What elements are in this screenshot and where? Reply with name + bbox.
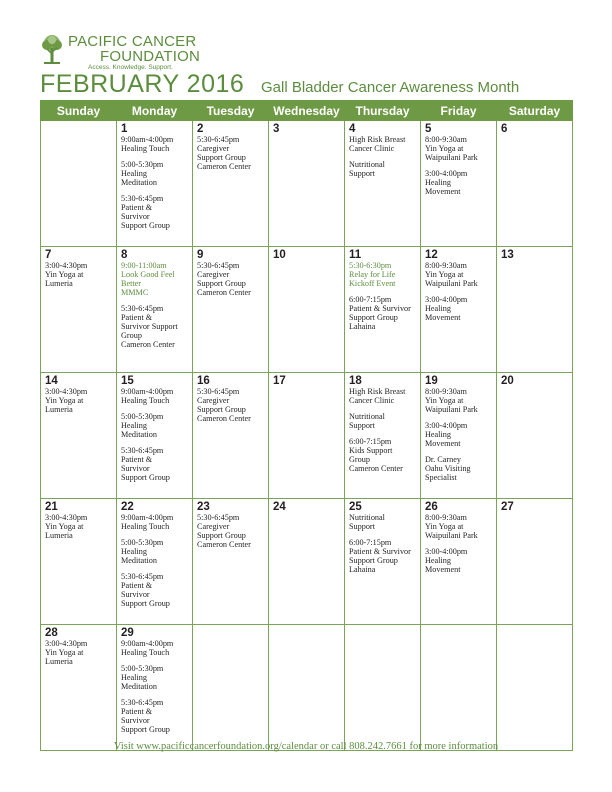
day-cell [345,121,421,247]
calendar-grid [40,100,573,751]
day-number: 24 [273,501,286,513]
day-number: 25 [349,501,362,513]
event-entry: 6:00-7:15pm Patient & Survivor Support Group Lahaina [349,538,411,574]
day-number: 2 [197,123,204,135]
day-number: 21 [45,501,58,513]
day-cell [497,499,573,625]
day-number: 4 [349,123,356,135]
calendar-week-row [41,373,573,499]
day-number: 15 [121,375,134,387]
day-number: 1 [121,123,128,135]
day-cell [117,121,193,247]
day-number: 26 [425,501,438,513]
calendar-week-row [41,499,573,625]
event-entry: 5:00-5:30pm Healing Meditation [121,664,164,691]
event-entry: 5:30-6:45pm Patient & Survivor Support Group [121,572,170,608]
day-cell [193,121,269,247]
day-cell [497,625,573,751]
day-cell [345,373,421,499]
weekday-header-row [41,101,573,121]
event-entry: High Risk Breast Cancer Clinic [349,387,406,405]
tagline: Access. Knowledge. Support. [88,64,173,71]
event-entry: 3:00-4:00pm Healing Movement [425,421,468,448]
calendar-week-row [41,247,573,373]
day-number: 12 [425,249,438,261]
day-cell [117,373,193,499]
day-cell [421,121,497,247]
event-entry: Nutritional Support [349,160,385,178]
event-entry: 8:00-9:30am Yin Yoga at Waipuilani Park [425,135,478,162]
day-number: 13 [501,249,514,261]
day-number: 9 [197,249,204,261]
page-header [40,34,580,98]
organization-name [68,34,200,64]
event-entry: 5:30-6:45pm Patient & Survivor Support Group [121,698,170,734]
event-entry: 5:00-5:30pm Healing Meditation [121,538,164,565]
weekday-header: Monday [117,101,193,121]
day-cell [421,247,497,373]
day-number: 22 [121,501,134,513]
day-cell [193,625,269,751]
weekday-header: Wednesday [269,101,345,121]
calendar-week-row [41,625,573,751]
event-entry: 5:30-6:45pm Patient & Survivor Support Group [121,446,170,482]
event-entry: 5:30-6:45pm Patient & Survivor Support Group [121,194,170,230]
day-cell [497,121,573,247]
day-number: 14 [45,375,58,387]
event-entry: 9:00am-4:00pm Healing Touch [121,135,174,153]
day-number: 10 [273,249,286,261]
weekday-header: Tuesday [193,101,269,121]
day-cell [41,247,117,373]
event-entry: 6:00-7:15pm Patient & Survivor Support Group Lahaina [349,295,411,331]
day-cell [345,247,421,373]
weekday-header: Friday [421,101,497,121]
day-cell [421,625,497,751]
event-entry: 5:30-6:45pm Caregiver Support Group Cameron Center [197,135,251,171]
event-entry: Nutritional Support [349,513,385,531]
event-entry: 3:00-4:00pm Healing Movement [425,295,468,322]
day-cell [345,499,421,625]
day-number: 6 [501,123,508,135]
event-entry: High Risk Breast Cancer Clinic [349,135,406,153]
day-cell [269,499,345,625]
day-cell [193,247,269,373]
event-entry: 3:00-4:00pm Healing Movement [425,547,468,574]
footer-info: Visit www.pacificcancerfoundation.org/calendar or call 808.242.7661 for more information [113,741,499,752]
day-cell [193,373,269,499]
day-number: 19 [425,375,438,387]
calendar-week-row [41,121,573,247]
event-entry: 9:00am-4:00pm Healing Touch [121,513,174,531]
event-entry: 3:00-4:30pm Yin Yoga at Lumeria [45,261,88,288]
day-cell [41,499,117,625]
day-number: 29 [121,627,134,639]
month-title: FEBRUARY 2016 [40,70,245,98]
day-cell [497,247,573,373]
day-cell [269,121,345,247]
event-entry: 5:30-6:30pm Relay for Life Kickoff Event [349,261,396,288]
org-name-line2: FOUNDATION [100,48,201,65]
event-entry: 8:00-9:30am Yin Yoga at Waipuilani Park [425,513,478,540]
day-number: 18 [349,375,362,387]
day-number: 17 [273,375,286,387]
day-number: 3 [273,123,280,135]
day-cell [269,373,345,499]
day-cell [117,247,193,373]
awareness-title: Gall Bladder Cancer Awareness Month [261,79,520,96]
event-entry: 8:00-9:30am Yin Yoga at Waipuilani Park [425,387,478,414]
day-number: 16 [197,375,210,387]
weekday-header: Saturday [497,101,573,121]
day-cell [41,121,117,247]
day-number: 8 [121,249,128,261]
org-name-line1: PACIFIC CANCER [68,33,197,50]
event-entry: 5:00-5:30pm Healing Meditation [121,412,164,439]
day-number: 27 [501,501,514,513]
day-number: 28 [45,627,58,639]
event-entry: 9:00-11:00am Look Good Feel Better MMMC [121,261,175,297]
day-cell [497,373,573,499]
event-entry: 5:30-6:45pm Patient & Survivor Support Group Cameron Center [121,304,178,349]
day-cell [117,625,193,751]
event-entry: 5:30-6:45pm Caregiver Support Group Cameron Center [197,387,251,423]
event-entry: 9:00am-4:00pm Healing Touch [121,639,174,657]
day-cell [117,499,193,625]
event-entry: 9:00am-4:00pm Healing Touch [121,387,174,405]
day-cell [193,499,269,625]
weekday-header: Thursday [345,101,421,121]
day-cell [269,625,345,751]
day-number: 11 [349,249,362,261]
event-entry: Nutritional Support [349,412,385,430]
day-cell [421,373,497,499]
tree-logo-icon [40,34,64,66]
day-cell [421,499,497,625]
event-entry: 6:00-7:15pm Kids Support Group Cameron Center [349,437,403,473]
day-number: 23 [197,501,210,513]
day-cell [345,625,421,751]
event-entry: 3:00-4:00pm Healing Movement [425,169,468,196]
day-cell [41,625,117,751]
day-number: 7 [45,249,52,261]
event-entry: 5:30-6:45pm Caregiver Support Group Cameron Center [197,513,251,549]
event-entry: 5:00-5:30pm Healing Meditation [121,160,164,187]
event-entry: 5:30-6:45pm Caregiver Support Group Cameron Center [197,261,251,297]
event-entry: 8:00-9:30am Yin Yoga at Waipuilani Park [425,261,478,288]
day-number: 5 [425,123,432,135]
event-entry: Dr. Carney Oahu Visiting Specialist [425,455,471,482]
weekday-header: Sunday [41,101,117,121]
day-cell [269,247,345,373]
day-number: 20 [501,375,514,387]
event-entry: 3:00-4:30pm Yin Yoga at Lumeria [45,513,88,540]
event-entry: 3:00-4:30pm Yin Yoga at Lumeria [45,387,88,414]
event-entry: 3:00-4:30pm Yin Yoga at Lumeria [45,639,88,666]
day-cell [41,373,117,499]
